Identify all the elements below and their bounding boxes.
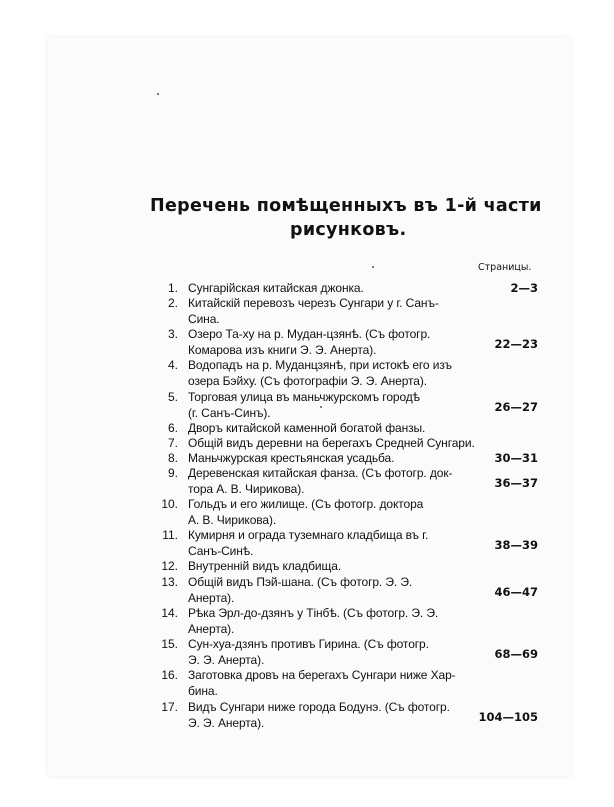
entry-caption-line: Общій видъ Пэй-шана. (Съ фотогр. Э. Э. (188, 575, 413, 589)
page-title-line2: рисунковъ. (290, 220, 407, 240)
entry-number: 17. (161, 700, 178, 714)
entry-caption-line: Заготовка дровъ на берегахъ Сунгари ниже Хар- (188, 668, 456, 682)
entry-page-range: 2—3 (510, 281, 538, 295)
entry-caption-line: Анерта). (188, 590, 235, 605)
entry-caption-line: Комарова изъ книги Э. Э. Анерта). (188, 342, 377, 357)
entry-page-range: 104—105 (478, 709, 538, 724)
paper-speck (157, 93, 159, 95)
entry-number: 3. (167, 327, 178, 341)
entry-number: 10. (161, 497, 178, 511)
pages-column-header: Страницы. (478, 262, 532, 273)
entry-caption-line: тора А. В. Чирикова). (188, 481, 305, 496)
entry-number: 6. (167, 421, 178, 435)
entry-caption-line: Деревенская китайская фанза. (Съ фотогр. док- (188, 466, 453, 480)
entry-caption-line: Дворъ китайской каменной богатой фанзы. (188, 421, 426, 435)
entry-number: 11. (162, 528, 178, 542)
entry-page-range: 46—47 (494, 584, 538, 599)
entry-page-range: 26—27 (494, 399, 538, 414)
entry-number: 7. (167, 436, 178, 450)
entry-caption-line: Сунгарійская китайская джонка. (188, 281, 364, 295)
entry-page-range: 68—69 (494, 646, 538, 661)
entry-caption-line: А. В. Чирикова). (188, 512, 277, 527)
entry-caption-line: Сина. (188, 311, 220, 326)
entry-number: 2. (167, 296, 178, 310)
entry-caption-line: Общій видъ деревни на берегахъ Средней Сунгари. (188, 436, 475, 450)
entry-number: 16. (161, 668, 178, 682)
entry-caption-line: Э. Э. Анерта). (188, 715, 265, 730)
entry-number: 4. (167, 358, 178, 372)
entry-caption-line: Гольдъ и его жилище. (Съ фотогр. доктора (188, 497, 424, 511)
entry-caption-line: (г. Санъ-Синъ). (188, 405, 271, 420)
entry-number: 9. (167, 466, 178, 480)
page-title-line1: Перечень помѣщенныхъ въ 1-й части (150, 196, 542, 216)
entry-caption-line: бина. (188, 683, 218, 698)
entry-page-range: 36—37 (494, 475, 538, 490)
entry-number: 5. (167, 390, 178, 404)
entry-page-range: 22—23 (494, 336, 538, 351)
entry-page-range: 30—31 (494, 451, 538, 465)
entry-number: 12. (161, 559, 178, 573)
paper-speck (372, 266, 374, 268)
entry-caption-line: Кумирня и ограда туземнаго кладбища въ г. (188, 528, 429, 542)
entry-caption-line: озера Бэйху. (Съ фотографіи Э. Э. Анерта). (188, 373, 428, 388)
entry-page-range: 38—39 (494, 537, 538, 552)
entry-caption-line: Китайскій перевозъ черезъ Сунгари у г. Санъ- (188, 296, 439, 310)
entry-caption-line: Видъ Сунгари ниже города Бодунэ. (Съ фотогр. (188, 700, 450, 714)
entry-number: 8. (167, 451, 178, 465)
entry-number: 15. (161, 637, 178, 651)
entry-caption-line: Санъ-Синѣ. (188, 543, 254, 558)
entry-caption-line: Водопадъ на р. Муданцзянѣ, при истокѣ его изъ (188, 358, 452, 372)
entry-number: 1. (167, 281, 178, 295)
entry-number: 13. (161, 575, 178, 589)
entry-caption-line: Анерта). (188, 621, 235, 636)
entry-caption-line: Э. Э. Анерта). (188, 652, 265, 667)
entry-caption-line: Маньчжурская крестьянская усадьба. (188, 451, 395, 465)
paper-speck (320, 406, 322, 408)
entry-caption-line: Озеро Та-ху на р. Мудан-цзянѣ. (Съ фотогр. (188, 327, 431, 341)
entry-caption-line: Рѣка Эрл-до-дзянъ у Тінбѣ. (Съ фотогр. Э. Э. (188, 606, 439, 620)
entry-caption-line: Торговая улица въ маньчжурскомъ городѣ (188, 390, 420, 404)
entry-number: 14. (161, 606, 178, 620)
entry-caption-line: Сун-хуа-дзянъ противъ Гирина. (Съ фотогр. (188, 637, 429, 651)
entry-caption-line: Внутренній видъ кладбища. (188, 559, 342, 573)
